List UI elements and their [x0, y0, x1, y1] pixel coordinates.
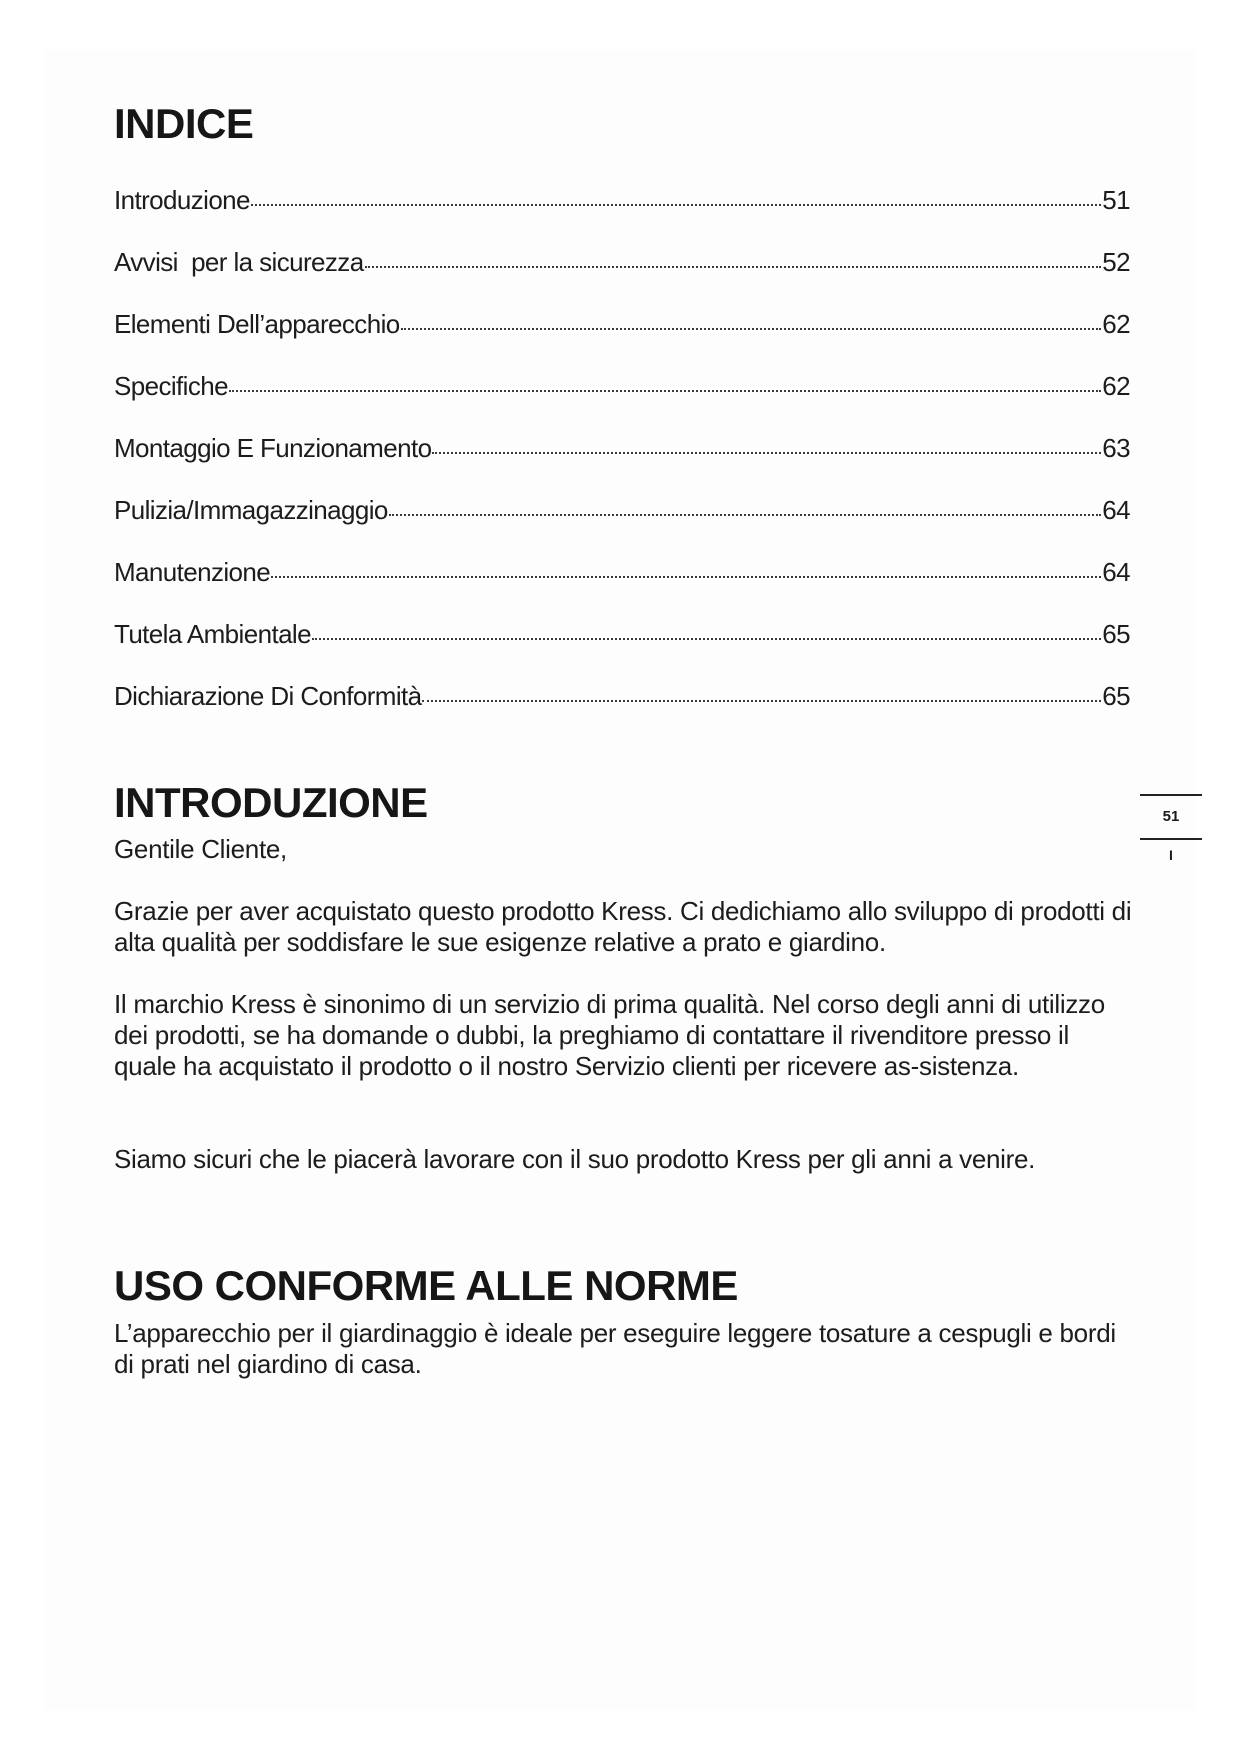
toc-heading: INDICE	[114, 100, 254, 147]
introduction-heading: INTRODUZIONE	[114, 779, 428, 826]
toc-entry-page: 63	[1102, 433, 1130, 463]
toc-entry[interactable]	[114, 428, 1130, 490]
toc-entry[interactable]	[114, 366, 1130, 428]
table-of-contents	[114, 180, 1130, 738]
toc-entry[interactable]	[114, 304, 1130, 366]
page-side-tab	[1140, 794, 1202, 870]
toc-entry-title: Dichiarazione Di Conformità	[114, 681, 422, 711]
toc-dot-leader	[422, 700, 1101, 702]
toc-dot-leader	[389, 514, 1101, 516]
toc-entry-page: 65	[1102, 681, 1130, 711]
intended-use-text: L’apparecchio per il giardinaggio è ideale per eseguire leggere tosature a cespugli e bordi di prati nel giardino di casa.	[114, 1318, 1116, 1379]
toc-entry-page: 51	[1102, 185, 1130, 215]
toc-dot-leader	[401, 328, 1102, 330]
intro-paragraph-2: Il marchio Kress è sinonimo di un servizio di prima qualità. Nel corso degli anni di utilizzo dei prodotti, se ha domande o dubbi, la preghiamo di contattare il rivenditore presso il quale ha acquistato il prodotto o il nostro Servizio clienti per ricevere as-sistenza.	[114, 989, 1105, 1081]
toc-entry[interactable]	[114, 242, 1130, 304]
toc-entry[interactable]	[114, 490, 1130, 552]
toc-entry-page: 64	[1102, 557, 1130, 587]
toc-dot-leader	[271, 576, 1101, 578]
language-marker: I	[1169, 847, 1173, 863]
toc-dot-leader	[229, 390, 1101, 392]
toc-entry-title: Pulizia/Immagazzinaggio	[114, 495, 388, 525]
toc-entry[interactable]	[114, 614, 1130, 676]
page-number: 51	[1162, 808, 1180, 825]
toc-dot-leader	[432, 452, 1101, 454]
toc-entry-page: 62	[1102, 309, 1130, 339]
intro-paragraph-1: Grazie per aver acquistato questo prodotto Kress. Ci dedichiamo allo sviluppo di prodotti di alta qualità per soddisfare le sue esigenze relative a prato e giardino.	[114, 896, 1132, 957]
toc-dot-leader	[251, 204, 1101, 206]
toc-dot-leader	[365, 266, 1102, 268]
toc-entry-page: 64	[1102, 495, 1130, 525]
toc-entry-title: Elementi Dell’apparecchio	[114, 309, 400, 339]
toc-entry-title: Avvisi per la sicurezza	[114, 247, 364, 277]
toc-entry[interactable]	[114, 676, 1130, 738]
intro-paragraph-3: Siamo sicuri che le piacerà lavorare con il suo prodotto Kress per gli anni a venire.	[114, 1144, 1036, 1174]
toc-entry-page: 62	[1102, 371, 1130, 401]
greeting: Gentile Cliente,	[114, 834, 287, 864]
toc-entry-page: 65	[1102, 619, 1130, 649]
toc-entry-title: Specifiche	[114, 371, 228, 401]
toc-entry[interactable]	[114, 552, 1130, 614]
toc-entry-title: Introduzione	[114, 185, 250, 215]
toc-dot-leader	[312, 638, 1101, 640]
toc-entry-page: 52	[1102, 247, 1130, 277]
toc-entry-title: Manutenzione	[114, 557, 271, 587]
intended-use-heading: USO CONFORME ALLE NORME	[114, 1262, 738, 1309]
toc-entry-title: Montaggio E Funzionamento	[114, 433, 432, 463]
toc-entry[interactable]	[114, 180, 1130, 242]
toc-entry-title: Tutela Ambientale	[114, 619, 311, 649]
